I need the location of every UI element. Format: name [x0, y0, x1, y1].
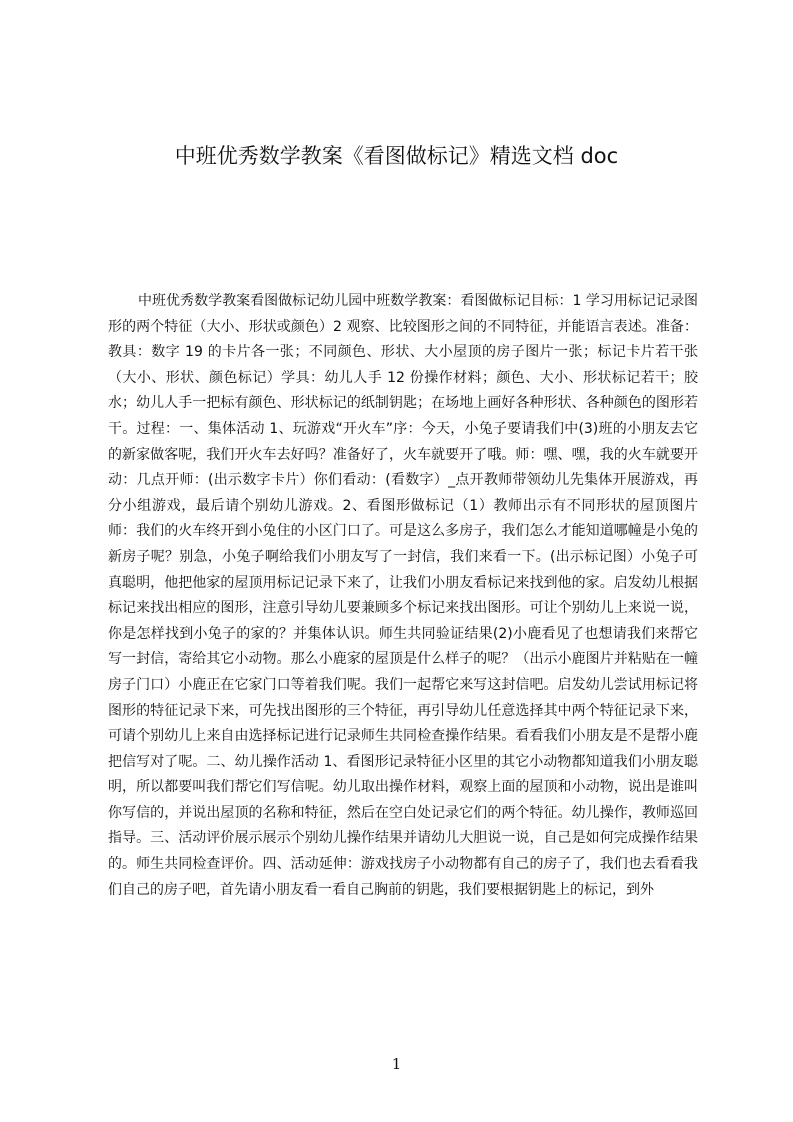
- document-title: 中班优秀数学教案《看图做标记》精选文档 doc: [174, 144, 619, 168]
- page-number: 1: [391, 1055, 402, 1073]
- document-body-paragraph: 中班优秀数学教案看图做标记幼儿园中班数学教案：看图做标记目标：1 学习用标记记录图形的两个特征（大小、形状或颜色）2 观察、比较图形之间的不同特征，并能语言表述。准备：教具：数字 19 的卡片各一张；不同颜色、形状、大小屋顶的房子图片一张；标记卡片若干张（大小、形状、颜色标记）学具：幼儿人手 12 份操作材料；颜色、大小、形状标记若干；胶水；幼儿人手一把标有颜色、形状标记的纸制钥匙；在场地上画好各种形状、各种颜色的图形若干。过程：一、集体活动 1、玩游戏“开火车”序：今天，小兔子要请我们中(3)班的小朋友去它的新家做客呢，我们开火车去好吗？准备好了，火车就要开了哦。师：嘿、嘿，我的火车就要开动：几点开师：(出示数字卡片）你们看动：(看数字）_点开教师带领幼儿先集体开展游戏，再分小组游戏，最后请个别幼儿游戏。2、看图形做标记（1）教师出示有不同形状的屋顶图片师：我们的火车终开到小兔住的小区门口了。可是这么多房子，我们怎么才能知道哪幢是小兔的新房子呢？别急，小兔子啊给我们小朋友写了一封信，我们来看一下。(出示标记图）小兔子可真聪明，他把他家的屋顶用标记记录下来了，让我们小朋友看标记来找到他的家。启发幼儿根据标记来找出相应的图形，注意引导幼儿要兼顾多个标记来找出图形。可让个别幼儿上来说一说，你是怎样找到小兔子的家的？并集体认识。师生共同验证结果(2)小鹿看见了也想请我们来帮它写一封信，寄给其它小动物。那么小鹿家的屋顶是什么样子的呢？（出示小鹿图片并粘贴在一幢房子门口）小鹿正在它家门口等着我们呢。我们一起帮它来写这封信吧。启发幼儿尝试用标记将图形的特征记录下来，可先找出图形的三个特征，再引导幼儿任意选择其中两个特征记录下来，可请个别幼儿上来自由选择标记进行记录师生共同检查操作结果。看看我们小朋友是不是帮小鹿把信写对了呢。二、幼儿操作活动 1、看图形记录特征小区里的其它小动物都知道我们小朋友聪明，所以都要叫我们帮它们写信呢。幼儿取出操作材料，观察上面的屋顶和小动物，说出是谁叫你写信的，并说出屋顶的名称和特征，然后在空白处记录它们的两个特征。幼儿操作，教师巡回指导。三、活动评价展示展示个别幼儿操作结果并请幼儿大胆说一说，自己是如何完成操作结果的。师生共同检查评价。四、活动延伸：游戏找房子小动物都有自己的房子了，我们也去看看我们自己的房子吧，首先请小朋友看一看自己胸前的钥匙，我们要根据钥匙上的标记，到外: [108, 293, 698, 898]
